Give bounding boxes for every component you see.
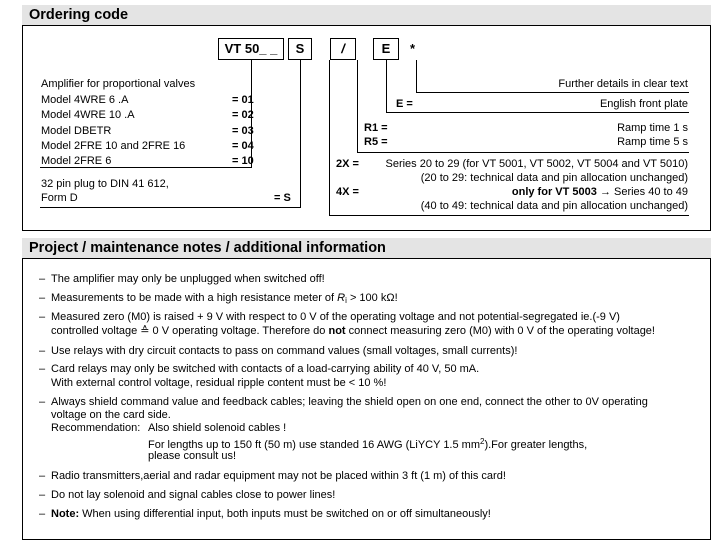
note-dash: – — [39, 311, 46, 323]
further-details-text: Further details in clear text — [558, 78, 688, 90]
note-dash: – — [39, 273, 46, 285]
note-text: The amplifier may only be unplugged when switched off! — [51, 273, 325, 285]
series-4x-rest: Series 40 to 49 — [614, 186, 688, 198]
amplifier-label: Amplifier for proportional valves — [41, 78, 196, 90]
note-text-line2: With external control voltage, residual ripple content must be < 10 %! — [51, 377, 387, 389]
note-length-text: For lengths up to 150 ft (50 m) use standed 16 AWG (LiYCY 1.5 $mm^2).For$ greater lengths, — [148, 437, 588, 451]
note-text: Radio transmitters,aerial and radar equipment may not be placed within 3 ft (1 m) of this card! — [51, 470, 506, 482]
code-box-type: VT 50_ _ — [218, 38, 284, 60]
model-label-4wre10: Model 4WRE 10 .A — [41, 109, 135, 121]
plug-code: = S — [274, 192, 291, 204]
note-text-line2: voltage on the card side. — [51, 409, 171, 421]
ramp-r5-code: R5 = — [364, 136, 388, 148]
code-box-slash: / — [330, 38, 356, 60]
model-label-2fre10: Model 2FRE 10 and 2FRE 16 — [41, 140, 186, 152]
series-4x-code: 4X = — [336, 186, 359, 198]
note-dash: – — [39, 470, 46, 482]
series-2x-code: 2X = — [336, 158, 359, 170]
note-dash: – — [39, 489, 46, 501]
note-dash: – — [39, 292, 46, 304]
note-dash: – — [39, 363, 46, 375]
series-4x-line1 — [512, 185, 688, 199]
series-2x-line2: (20 to 29: technical data and pin allocation unchanged) — [420, 172, 688, 184]
model-label-2fre6: Model 2FRE 6 — [41, 155, 112, 167]
ramp-r5-text: Ramp time 5 s — [617, 136, 688, 148]
code-box-plug: S — [288, 38, 312, 60]
note-text-line1: Always shield command value and feedback cables; leaving the shield open on one end, connect the other to 0V operating — [51, 396, 648, 408]
model-code-04: = 04 — [232, 140, 254, 152]
front-plate-text: English front plate — [599, 98, 688, 110]
note-text: Note: When using differential input, both inputs must be switched on or off simultaneously! — [51, 508, 491, 520]
code-box-front: E — [373, 38, 399, 60]
model-code-01: = 01 — [232, 94, 254, 106]
note-text: Measurements to be made with a high resistance meter of $R_i > 100$ kΩ! — [51, 292, 398, 305]
ramp-r1-code: R1 = — [364, 122, 388, 134]
ordering-code-header: Ordering code — [22, 5, 711, 25]
note-consult-text: please consult us! — [148, 450, 237, 462]
note-text-line1: Card relays may only be switched with contacts of a load-carrying ability of 40 V, 50 mA. — [51, 363, 480, 375]
model-code-10: = 10 — [232, 155, 254, 167]
series-2x-line1: Series 20 to 29 (for VT 5001, VT 5002, VT 5004 and VT 5010) — [385, 158, 688, 170]
note-text: Do not lay solenoid and signal cables close to power lines! — [51, 489, 336, 501]
note-dash: – — [39, 396, 46, 408]
note-text-line1: Measured zero (M0) is raised + 9 V with respect to 0 V of the operating voltage and not potential-segregated ie.(-9 V) — [51, 311, 620, 323]
model-code-02: = 02 — [232, 109, 254, 121]
series-4x-arrow: → — [599, 186, 611, 198]
ramp-r1-text: Ramp time 1 s — [617, 122, 688, 134]
note-label: Note: — [51, 508, 80, 520]
model-code-03: = 03 — [232, 125, 254, 137]
note-text: Use relays with dry circuit contacts to pass on command values (small voltages, small currents)! — [51, 345, 518, 357]
note-recommendation-label: Recommendation: — [51, 422, 141, 434]
note-dash: – — [39, 345, 46, 357]
note-recommendation-text: Also shield solenoid cables ! — [148, 422, 287, 434]
model-label-dbetr: Model DBETR — [41, 125, 112, 137]
notes-header: Project / maintenance notes / additional information — [22, 238, 711, 258]
front-plate-code: E = — [396, 98, 413, 110]
note-dash: – — [39, 508, 46, 520]
model-label-4wre6: Model 4WRE 6 .A — [41, 94, 129, 106]
plug-label-line2: Form D — [41, 192, 78, 204]
series-4x-line2: (40 to 49: technical data and pin allocation unchanged) — [420, 200, 688, 212]
note-text-line2: controlled voltage ≙ 0 V operating voltage. Therefore do not connect measuring zero (M0) with 0 V of the operating voltage! — [51, 325, 655, 337]
series-4x-bold: only for VT 5003 — [511, 186, 597, 198]
plug-label-line1: 32 pin plug to DIN 41 612, — [41, 178, 169, 190]
code-box-further: * — [410, 41, 416, 56]
